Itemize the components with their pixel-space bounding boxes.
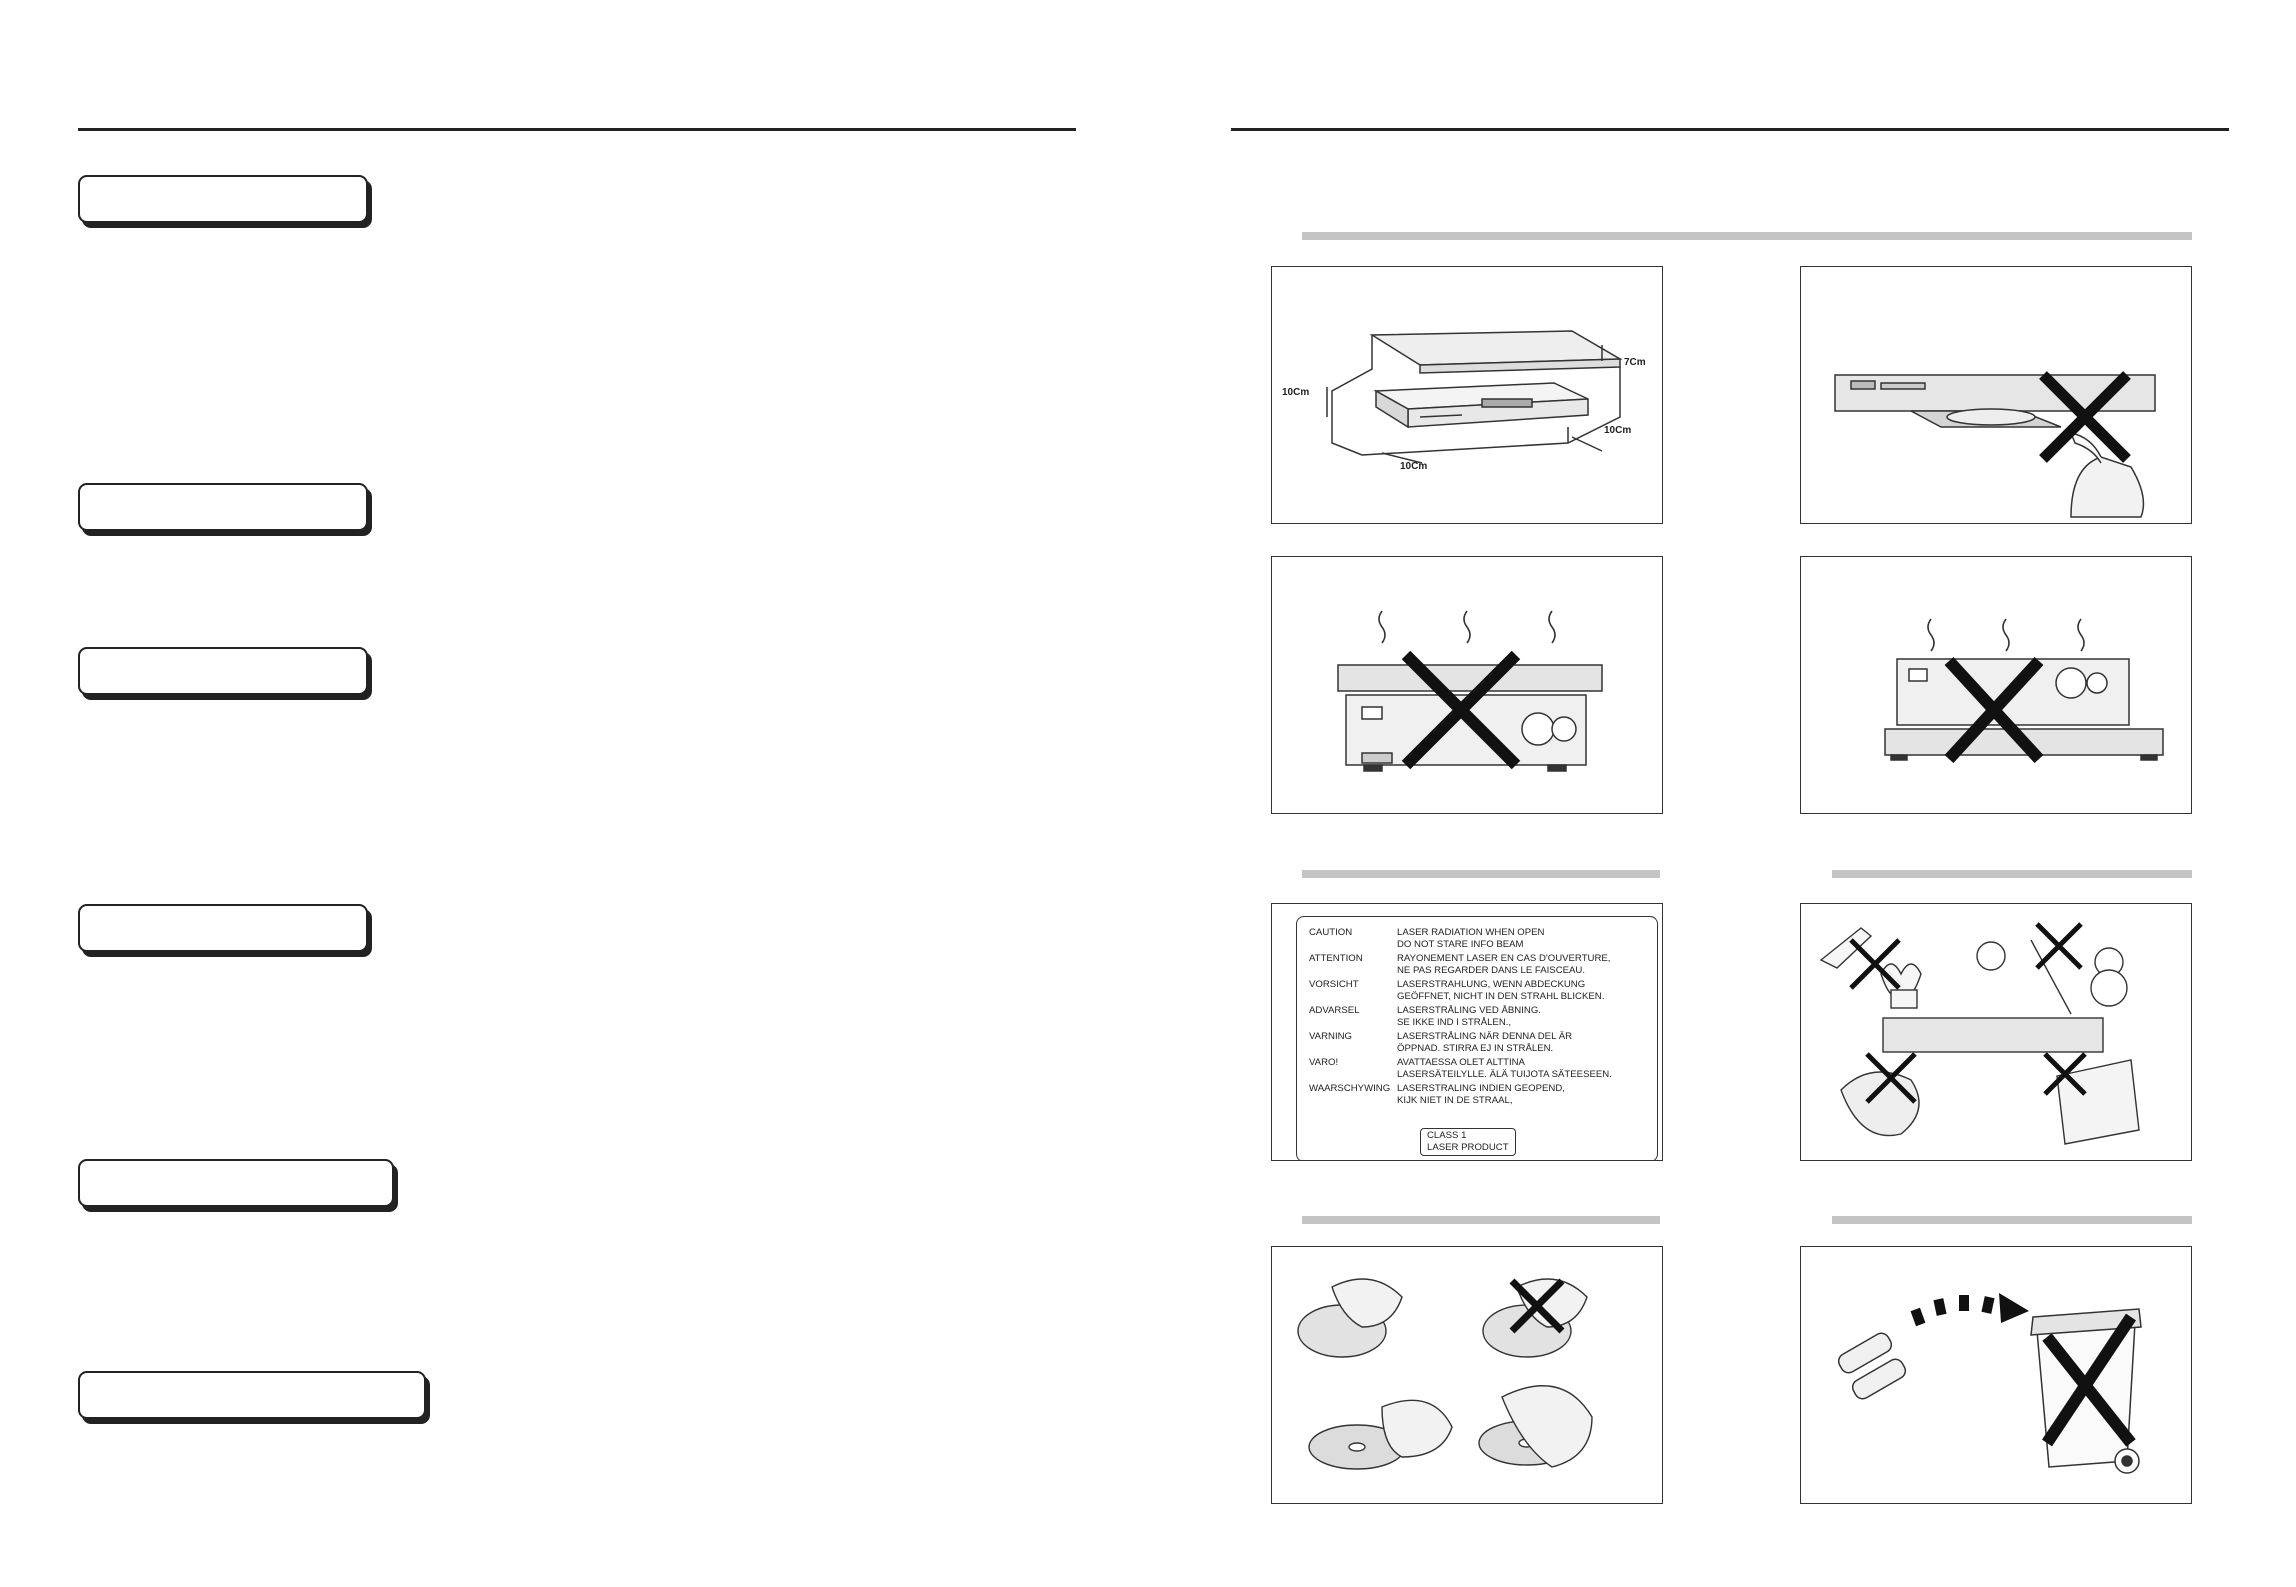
laser-row-line2: GEÖFFNET, NICHT IN DEN STRAHL BLICKEN. [1397, 991, 1605, 1002]
cabinet-drawing [1272, 267, 1662, 523]
right-page-top-rule [1231, 128, 2229, 131]
class-label: CLASS 1 [1427, 1130, 1467, 1141]
laser-row-line2: NE PAS REGARDER DANS LE FAISCEAU. [1397, 965, 1586, 976]
section-tab-1 [78, 175, 368, 223]
battery-drawing [1801, 1247, 2191, 1503]
dvd-tray-drawing [1801, 267, 2191, 523]
section-bar-laser [1302, 870, 1660, 878]
section-bar-setup [1302, 232, 2192, 240]
section-tab-3 [78, 647, 368, 695]
laser-row-line1: RAYONEMENT LASER EN CAS D'OUVERTURE, [1397, 953, 1611, 964]
laser-caution-label-panel [1271, 903, 1663, 1161]
laser-row-key: ATTENTION [1309, 953, 1363, 964]
stack-drawing [1272, 557, 1662, 813]
laser-row-line1: LASERSTRAHLUNG, WENN ABDECKUNG [1397, 979, 1586, 990]
dim-front-label: 10Cm [1400, 461, 1428, 472]
section-tab-5 [78, 1159, 394, 1207]
section-bar-battery [1832, 1216, 2192, 1224]
no-stack-on-amplifier-illustration [1271, 556, 1663, 814]
laser-row-line1: LASER RADIATION WHEN OPEN [1397, 927, 1545, 938]
laser-row-key: WAARSCHYWING [1309, 1083, 1391, 1094]
dim-left-label: 10Cm [1282, 387, 1310, 398]
section-bar-environment [1832, 870, 2192, 878]
laser-row-line2: DO NOT STARE INFO BEAM [1397, 939, 1524, 950]
left-page-top-rule [78, 128, 1076, 131]
laser-row-line2: KIJK NIET IN DE STRAAL, [1397, 1095, 1513, 1106]
section-bar-disc-care [1302, 1216, 1660, 1224]
laser-row-line2: SE IKKE IND I STRÅLEN., [1397, 1017, 1512, 1028]
battery-disposal-illustration [1800, 1246, 2192, 1504]
stack-under-drawing [1801, 557, 2191, 813]
laser-row-key: ADVARSEL [1309, 1005, 1360, 1016]
section-tab-2 [78, 483, 368, 531]
no-touch-tray-illustration [1800, 266, 2192, 524]
section-tab-4 [78, 904, 368, 952]
laser-row-line2: ÖPPNAD. STIRRA EJ IN STRÅLEN. [1397, 1043, 1554, 1054]
ventilation-clearance-illustration [1271, 266, 1663, 524]
laser-row-line1: LASERSTRÅLING NÄR DENNA DEL ÄR [1397, 1031, 1573, 1042]
laser-row-line1: LASERSTRALING INDIEN GEOPEND, [1397, 1083, 1565, 1094]
laser-row-line1: LASERSTRÅLING VED ÅBNING. [1397, 1005, 1541, 1016]
class-1-laser-product-box [1420, 1128, 1516, 1156]
laser-row-key: VARNING [1309, 1031, 1352, 1042]
environment-drawing [1801, 904, 2191, 1160]
disc-care-drawing [1272, 1247, 1662, 1503]
laser-product-label: LASER PRODUCT [1427, 1142, 1509, 1153]
throw-arrow [1911, 1293, 2029, 1326]
laser-row-line2: LASERSÄTEILYLLE. ÄLÄ TUIJOTA SÄTEESEEN. [1397, 1069, 1612, 1080]
section-tab-6 [78, 1371, 426, 1419]
no-place-under-amplifier-illustration [1800, 556, 2192, 814]
laser-row-key: CAUTION [1309, 927, 1353, 938]
laser-row-line1: AVATTAESSA OLET ALTTINA [1397, 1057, 1525, 1068]
laser-warning-label [1296, 916, 1658, 1161]
dim-right-label: 10Cm [1604, 425, 1632, 436]
x-marks [1851, 924, 2085, 1102]
laser-row-key: VARO! [1309, 1057, 1339, 1068]
environment-warnings-illustration [1800, 903, 2192, 1161]
dim-top-label: 7Cm [1624, 357, 1646, 368]
laser-row-key: VORSICHT [1309, 979, 1359, 990]
disc-handling-illustration [1271, 1246, 1663, 1504]
